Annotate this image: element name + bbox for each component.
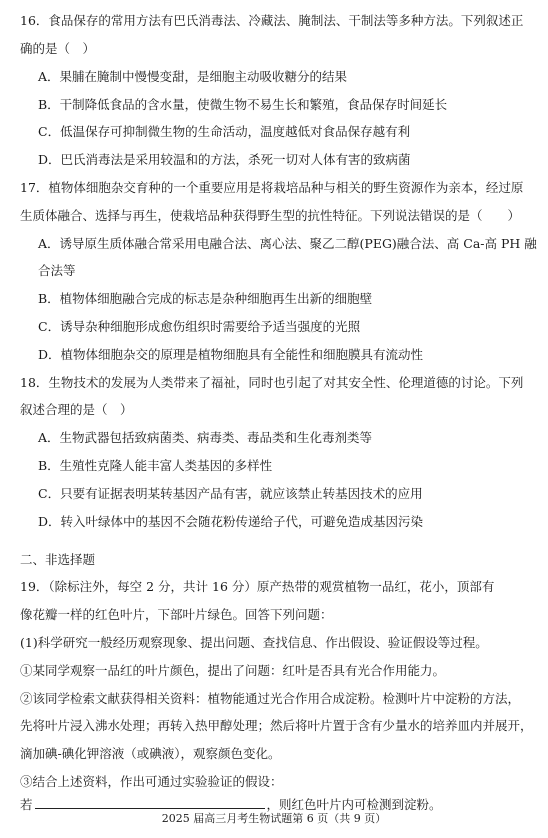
q19-part1: (1)科学研究一般经历观察现象、提出问题、查找信息、作出假设、验证假设等过程。 [20, 635, 488, 650]
q19-stem-line1: 19．（除标注外，每空 2 分，共计 16 分）原产热带的观赏植物一品红，花小，顶部有 [20, 579, 495, 594]
q18-option-b: B．生殖性克隆人能丰富人类基因的多样性 [38, 458, 273, 473]
q18-stem-line2: 叙述合理的是（ ） [20, 402, 133, 417]
q19-hypothesis-line [20, 796, 442, 813]
q19-step2-line2: 先将叶片浸入沸水处理；再转入热甲醇处理；然后将叶片置于含有少量水的培养皿内并展开， [20, 718, 533, 733]
section-title: 二、非选择题 [20, 552, 96, 567]
q16-stem-line1: 16．食品保存的常用方法有巴氏消毒法、冷藏法、腌制法、干制法等多种方法。下列叙述正 [20, 13, 524, 28]
q16-option-a: A．果脯在腌制中慢慢变甜，是细胞主动吸收糖分的结果 [38, 69, 348, 84]
hypothesis-suffix: ，则红色叶片内可检测到淀粉。 [266, 797, 442, 812]
hypothesis-prefix: 若 [20, 797, 33, 812]
page-footer: 2025 届高三月考生物试题第 6 页（共 9 页） [161, 812, 387, 825]
q18-option-c: C．只要有证据表明某转基因产品有害，就应该禁止转基因技术的应用 [38, 486, 423, 501]
q19-stem-line2: 像花瓣一样的红色叶片，下部叶片绿色。回答下列问题： [20, 607, 333, 622]
q17-option-d: D．植物体细胞杂交的原理是植物细胞具有全能性和细胞膜具有流动性 [38, 347, 424, 362]
q16-stem-line2: 确的是（ ） [20, 41, 96, 56]
q18-stem-line1: 18．生物技术的发展为人类带来了福祉，同时也引起了对其安全性、伦理道德的讨论。下列 [20, 375, 524, 390]
q18-option-a: A．生物武器包括致病菌类、病毒类、毒品类和生化毒剂类等 [38, 430, 373, 445]
q16-option-d: D．巴氏消毒法是采用较温和的方法，杀死一切对人体有害的致病菌 [38, 152, 411, 167]
q18-option-d: D．转入叶绿体中的基因不会随花粉传递给子代，可避免造成基因污染 [38, 514, 424, 529]
q17-stem-line1: 17．植物体细胞杂交育种的一个重要应用是将栽培品种与相关的野生资源作为亲本，经过原 [20, 180, 524, 195]
q16-option-c: C．低温保存可抑制微生物的生命活动，温度越低对食品保存越有利 [38, 124, 411, 139]
q19-step3: ③结合上述资料，作出可通过实验验证的假设： [20, 774, 283, 789]
q19-step2-line1: ②该同学检索文献获得相关资料：植物能通过光合作用合成淀粉。检测叶片中淀粉的方法， [20, 691, 521, 706]
q17-stem-line2: 生质体融合、选择与再生，使栽培品种获得野生型的抗性特征。下列说法错误的是（ ） [20, 208, 521, 223]
q16-option-b: B．干制降低食品的含水量，使微生物不易生长和繁殖，食品保存时间延长 [38, 97, 448, 112]
answer-blank[interactable] [35, 796, 265, 809]
q17-option-c: C．诱导杂种细胞形成愈伤组织时需要给予适当强度的光照 [38, 319, 361, 334]
q17-option-a-line2: 合法等 [38, 263, 76, 278]
q19-step1: ①某同学观察一品红的叶片颜色，提出了问题：红叶是否具有光合作用能力。 [20, 663, 446, 678]
q19-step2-line3: 滴加碘-碘化钾溶液（或碘液），观察颜色变化。 [20, 746, 281, 761]
q17-option-b: B．植物体细胞融合完成的标志是杂种细胞再生出新的细胞壁 [38, 291, 373, 306]
q17-option-a-line1: A．诱导原生质体融合常采用电融合法、离心法、聚乙二醇(PEG)融合法、高 Ca-高 PH 融 [38, 236, 537, 251]
